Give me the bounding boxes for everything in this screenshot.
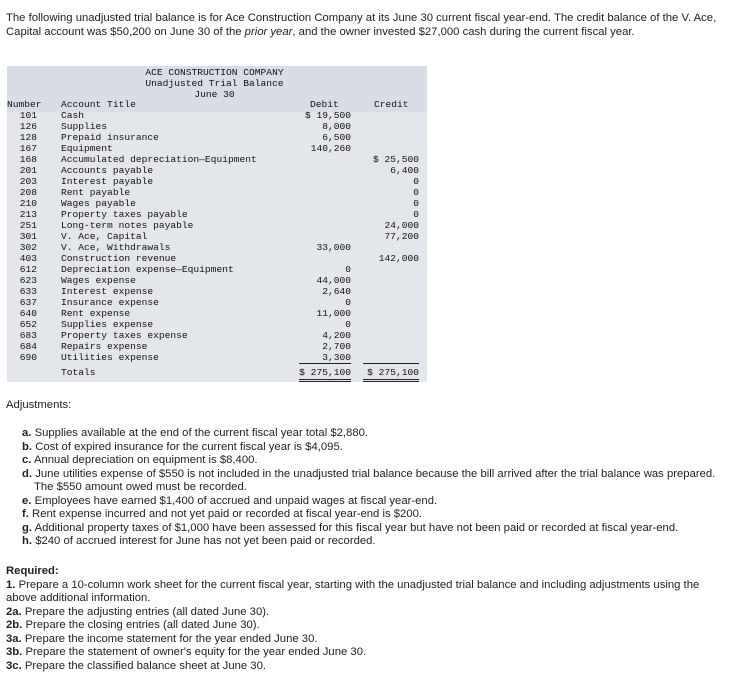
required-item: [6, 579, 721, 606]
adjustment-text: Additional property taxes of $1,000 have been assessed for this fiscal year but have not been paid or recorded at fiscal year-end.: [34, 521, 679, 534]
table-row: [7, 165, 427, 176]
credit-total-rule: [363, 363, 419, 364]
credit-amount: 0: [413, 176, 419, 187]
table-row: [7, 121, 427, 132]
account-number: 403: [19, 253, 37, 264]
account-number: 301: [19, 231, 37, 242]
table-row: [7, 352, 427, 363]
table-row: [7, 187, 427, 198]
adjustment-text: Cost of expired insurance for the current fiscal year is $4,095.: [35, 440, 343, 453]
account-number: 126: [19, 121, 37, 132]
required-number: 2b.: [6, 619, 23, 631]
debit-amount: 0: [345, 297, 351, 308]
table-row: [7, 319, 427, 330]
required-text: Prepare a 10-column work sheet for the current fiscal year, starting with the unadjusted trial balance and including adjustments using the above additional information.: [6, 578, 700, 604]
account-title: Long-term notes payable: [61, 220, 194, 231]
account-title: Equipment: [61, 143, 113, 154]
adjustments-heading: Adjustments:: [6, 399, 72, 411]
account-number: 251: [19, 220, 37, 231]
required-item: [6, 633, 721, 647]
account-title: V. Ace, Withdrawals: [61, 242, 171, 253]
table-row: [7, 264, 427, 275]
debit-amount: 33,000: [316, 242, 351, 253]
adjustment-text: $240 of accrued interest for June has not yet been paid or recorded.: [35, 535, 376, 547]
table-row: [7, 341, 427, 352]
debit-amount: 2,640: [322, 286, 351, 297]
adjustment-item: [22, 522, 722, 536]
required-item: [6, 606, 721, 620]
required-text: Prepare the statement of owner's equity for the year ended June 30.: [25, 646, 367, 658]
debit-amount: 8,000: [322, 121, 351, 132]
debit-amount: 3,300: [322, 352, 351, 363]
adjustment-text: Rent expense incurred and not yet paid or recorded at fiscal year-end is $200.: [32, 508, 423, 520]
debit-amount: 44,000: [316, 275, 351, 286]
account-title: Insurance expense: [61, 297, 159, 308]
required-number: 2a.: [6, 605, 22, 618]
table-row: [7, 242, 427, 253]
account-number: 684: [19, 341, 37, 352]
table-row: [7, 275, 427, 286]
adjustment-text: June utilities expense of $550 is not included in the unadjusted trial balance because the bill arrived after the trial balance was prepared. The $550 amount owed must be recorded.: [34, 467, 716, 493]
credit-double-rule-1: [363, 379, 419, 380]
table-rows: [7, 110, 427, 363]
credit-double-rule-2: [363, 381, 419, 382]
credit-amount: 0: [413, 209, 419, 220]
credit-amount: $ 25,500: [372, 154, 419, 165]
account-title: Construction revenue: [61, 253, 177, 264]
required-number: 3c.: [6, 659, 22, 672]
table-row: [7, 143, 427, 154]
account-title: Supplies expense: [61, 319, 154, 330]
account-number: 690: [19, 352, 37, 363]
debit-amount: 0: [345, 264, 351, 275]
account-title: Accumulated depreciation—Equipment: [61, 154, 257, 165]
account-number: 302: [19, 242, 37, 253]
account-number: 201: [19, 165, 37, 176]
account-title: Property taxes payable: [61, 209, 188, 220]
account-title: Supplies: [61, 121, 108, 132]
adjustment-text: Supplies available at the end of the current fiscal year total $2,880.: [34, 427, 369, 439]
required-number: 1.: [6, 578, 16, 591]
adjustment-item: [22, 427, 722, 441]
debit-total-rule: [299, 363, 351, 364]
problem-intro: [6, 12, 721, 39]
account-number: 167: [19, 143, 37, 154]
required-number: 3b.: [6, 646, 23, 658]
account-number: 612: [19, 264, 37, 275]
adjustment-item: [22, 535, 722, 549]
adjustment-letter: d.: [22, 467, 33, 480]
account-title: Prepaid insurance: [61, 132, 159, 143]
required-item: [6, 646, 721, 660]
table-row: [7, 176, 427, 187]
intro-text-end: , and the owner invested $27,000 cash during the current fiscal year.: [292, 25, 635, 38]
required-section: [6, 565, 721, 673]
account-number: 640: [19, 308, 37, 319]
adjustment-letter: e.: [22, 494, 32, 507]
trial-balance-table: [7, 66, 427, 382]
required-list: [6, 579, 721, 674]
adjustment-letter: g.: [22, 521, 33, 534]
required-number: 3a.: [6, 632, 22, 645]
table-row: [7, 154, 427, 165]
credit-amount: 77,200: [384, 231, 419, 242]
intro-prior-year: prior year: [244, 25, 293, 38]
account-column-header: Account Title: [61, 99, 136, 110]
adjustment-item: [22, 495, 722, 509]
adjustment-text: Annual depreciation on equipment is $8,400.: [33, 454, 258, 466]
account-title: Repairs expense: [61, 341, 148, 352]
debit-amount: 11,000: [316, 308, 351, 319]
required-heading: Required:: [6, 565, 59, 577]
account-number: 652: [19, 319, 37, 330]
account-number: 210: [19, 198, 37, 209]
account-title: Accounts payable: [61, 165, 154, 176]
account-number: 623: [19, 275, 37, 286]
debit-column-header: Debit: [310, 99, 339, 110]
statement-date: June 30: [194, 89, 235, 100]
account-title: Wages payable: [61, 198, 136, 209]
required-item: [6, 660, 721, 674]
required-text: Prepare the adjusting entries (all dated June 30).: [24, 605, 270, 618]
account-number: 128: [19, 132, 37, 143]
adjustment-letter: c.: [22, 454, 32, 466]
account-title: Rent payable: [61, 187, 131, 198]
adjustment-letter: b.: [22, 440, 33, 453]
statement-title: Unadjusted Trial Balance: [145, 78, 284, 89]
account-title: Rent expense: [61, 308, 131, 319]
adjustment-letter: f.: [22, 508, 29, 520]
account-title: Property taxes expense: [61, 330, 188, 341]
credit-amount: 0: [413, 187, 419, 198]
required-text: Prepare the classified balance sheet at June 30.: [24, 659, 267, 672]
account-number: 683: [19, 330, 37, 341]
debit-double-rule-2: [299, 381, 351, 382]
credit-total: $ 275,100: [367, 367, 419, 378]
adjustment-letter: a.: [22, 427, 32, 439]
totals-row: [7, 366, 427, 378]
table-row: [7, 209, 427, 220]
account-title: Cash: [61, 110, 85, 121]
table-row: [7, 297, 427, 308]
account-number: 213: [19, 209, 37, 220]
account-number: 633: [19, 286, 37, 297]
credit-amount: 0: [413, 198, 419, 209]
debit-amount: 6,500: [322, 132, 351, 143]
table-row: [7, 132, 427, 143]
account-number: 208: [19, 187, 37, 198]
debit-amount: $ 19,500: [304, 110, 351, 121]
account-title: Interest expense: [61, 286, 154, 297]
debit-amount: 2,700: [322, 341, 351, 352]
adjustment-item: [22, 508, 722, 522]
debit-double-rule-1: [299, 379, 351, 380]
adjustment-item: [22, 468, 722, 495]
debit-amount: 0: [345, 319, 351, 330]
required-text: Prepare the closing entries (all dated June 30).: [25, 619, 260, 631]
adjustment-letter: h.: [22, 535, 33, 547]
account-number: 101: [19, 110, 37, 121]
adjustment-item: [22, 441, 722, 455]
adjustment-item: [22, 454, 722, 468]
account-number: 168: [19, 154, 37, 165]
totals-label: Totals: [61, 367, 96, 378]
table-row: [7, 110, 427, 121]
account-number: 203: [19, 176, 37, 187]
debit-total: $ 275,100: [299, 367, 351, 378]
table-row: [7, 231, 427, 242]
table-row: [7, 330, 427, 341]
credit-amount: 142,000: [378, 253, 419, 264]
account-title: Interest payable: [61, 176, 154, 187]
adjustments-list: [22, 427, 722, 549]
adjustment-text: Employees have earned $1,400 of accrued and unpaid wages at fiscal year-end.: [34, 494, 438, 507]
table-row: [7, 253, 427, 264]
required-item: [6, 619, 721, 633]
table-row: [7, 220, 427, 231]
debit-amount: 4,200: [322, 330, 351, 341]
table-row: [7, 286, 427, 297]
credit-amount: 24,000: [384, 220, 419, 231]
number-column-header: Number: [7, 99, 42, 110]
required-text: Prepare the income statement for the year ended June 30.: [24, 632, 318, 645]
intro-text: The following unadjusted trial balance is for Ace Construction Company at its June 30 current fiscal year-end. The credit balance of the V. Ace, Capital account was $50,200 on June 30 of the: [6, 12, 717, 38]
credit-column-header: Credit: [374, 99, 409, 110]
credit-amount: 6,400: [390, 165, 419, 176]
account-title: Utilities expense: [61, 352, 159, 363]
account-number: 637: [19, 297, 37, 308]
account-title: Depreciation expense—Equipment: [61, 264, 234, 275]
debit-amount: 140,260: [310, 143, 351, 154]
company-name: ACE CONSTRUCTION COMPANY: [145, 67, 284, 78]
account-title: V. Ace, Capital: [61, 231, 148, 242]
table-row: [7, 308, 427, 319]
table-row: [7, 198, 427, 209]
account-title: Wages expense: [61, 275, 136, 286]
